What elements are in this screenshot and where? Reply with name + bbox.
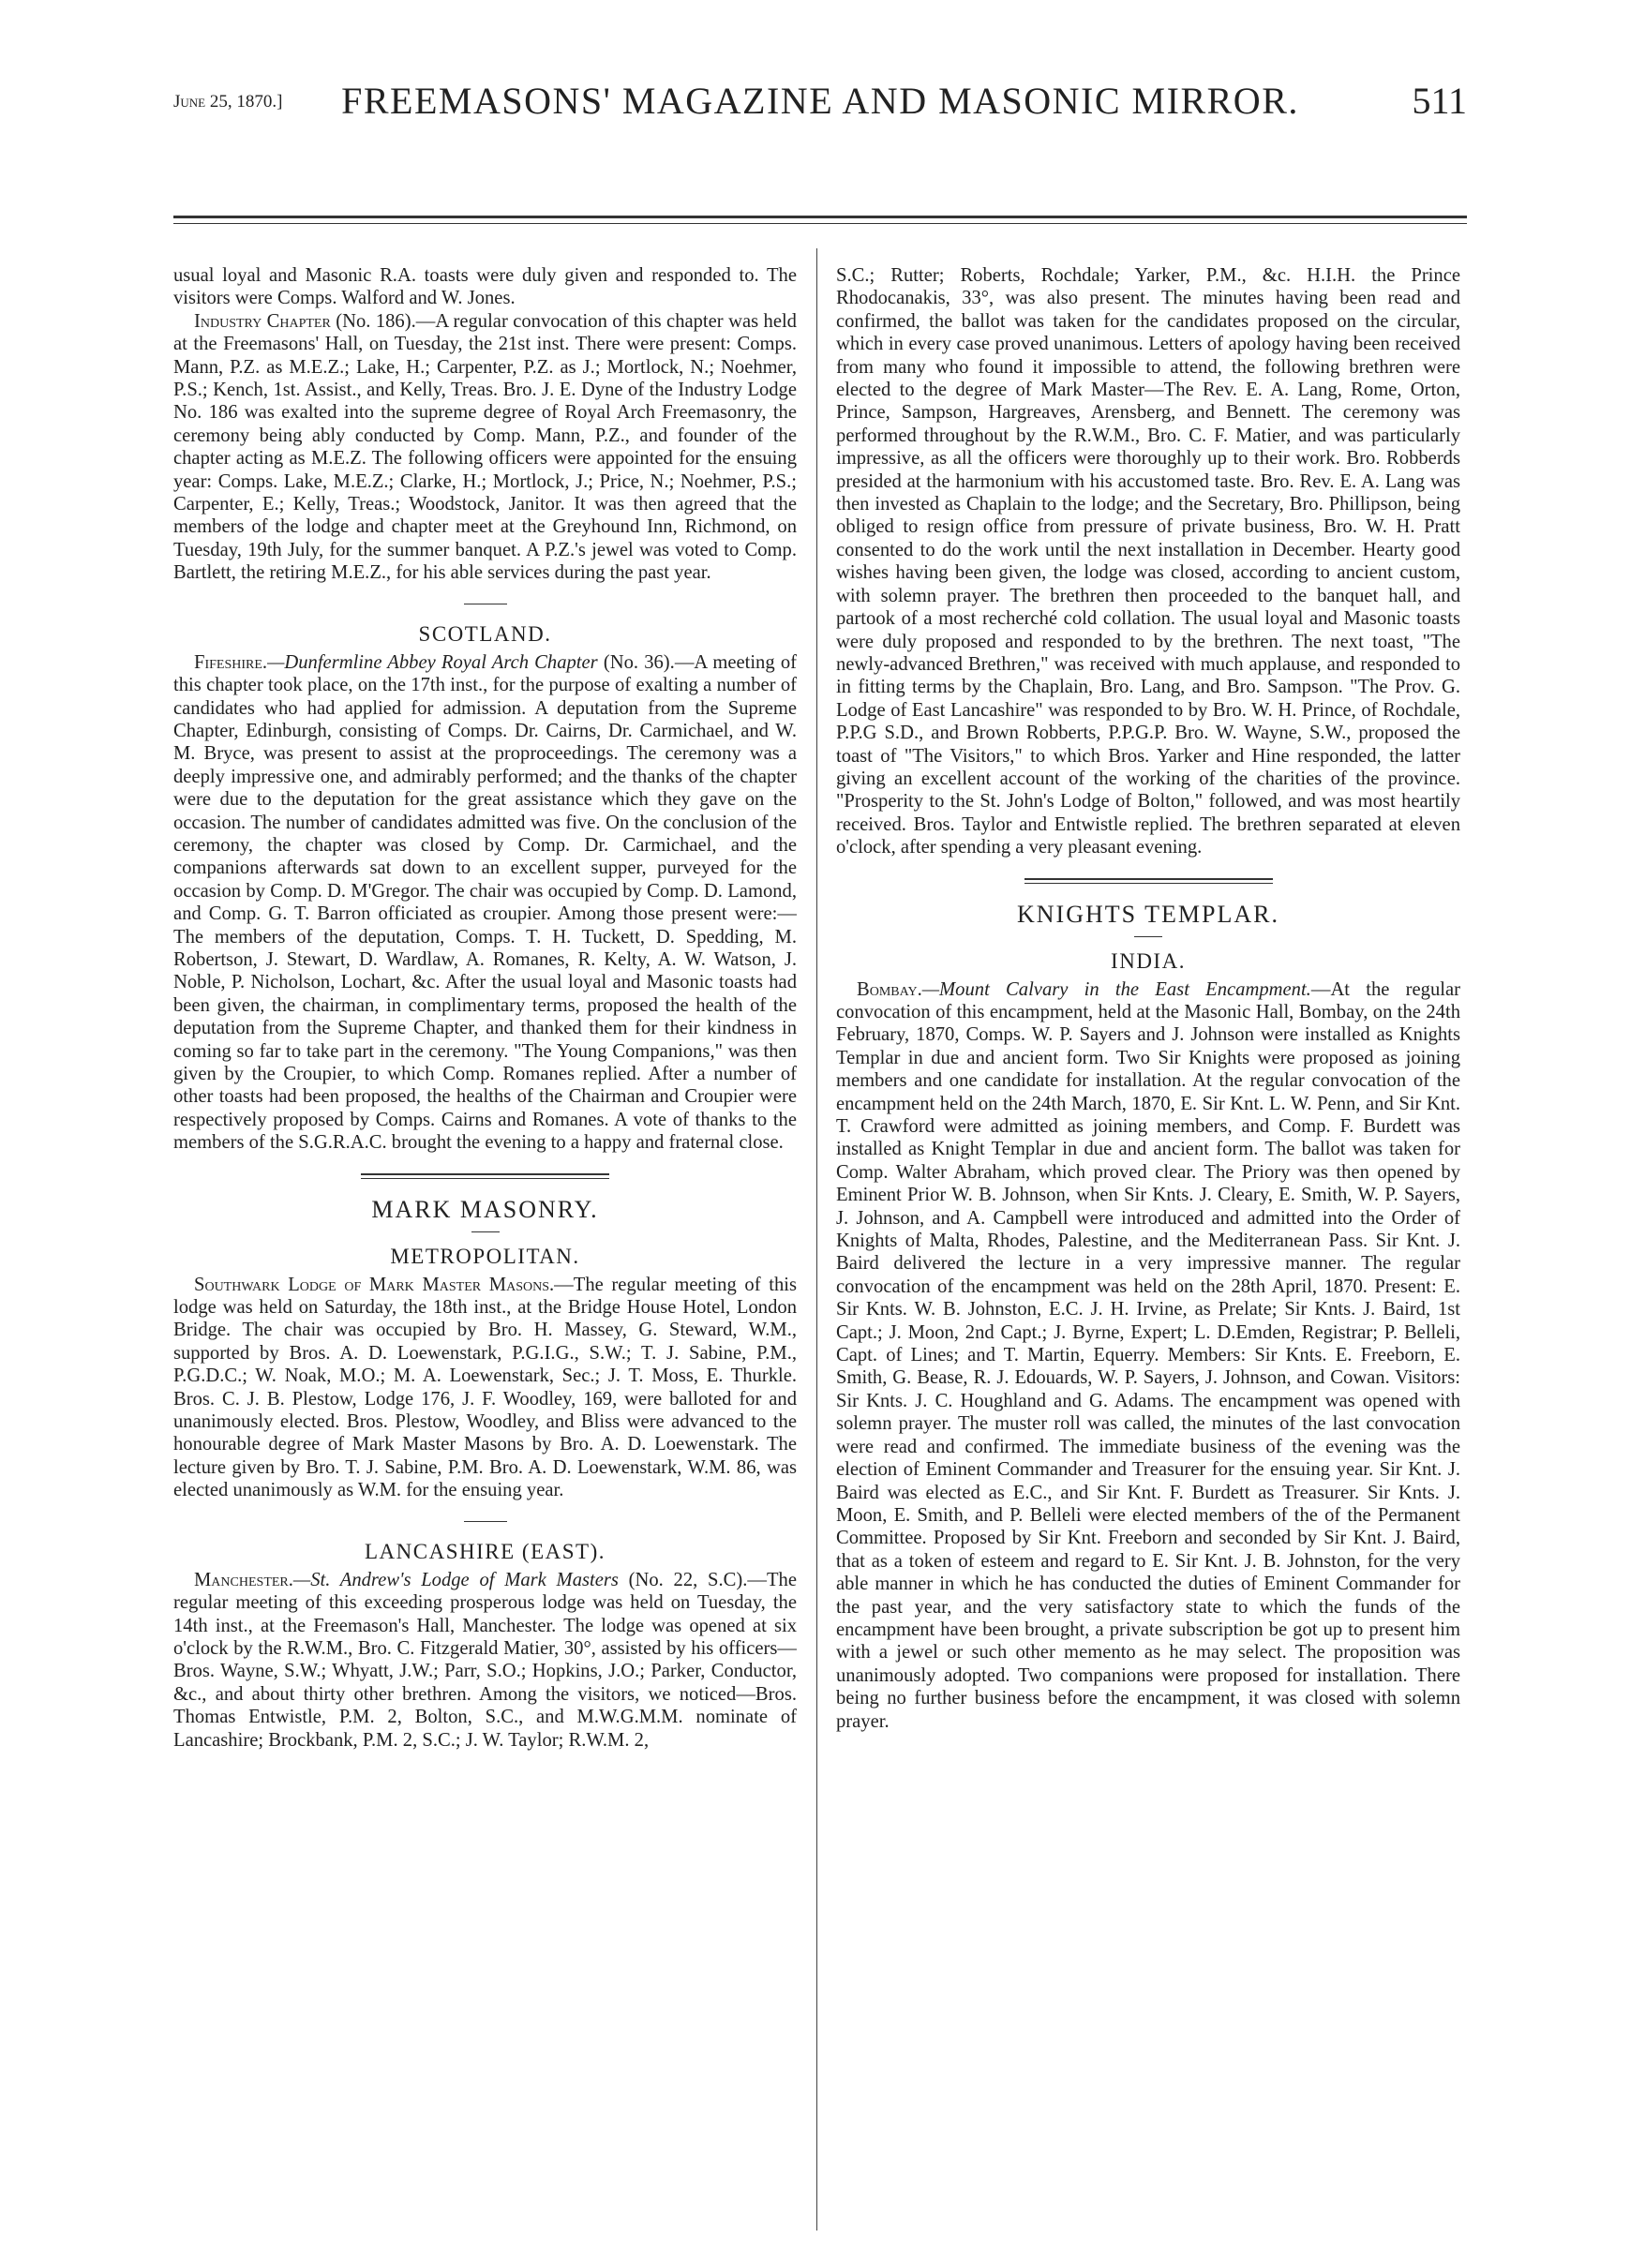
fifeshire-chapter-name: —Dunfermline Abbey Royal Arch Chapter — [267, 651, 598, 673]
manchester-body: (No. 22, S.C).—The regular meeting of this exceeding prosperous lodge was held on Tuesday, the 14th inst., at the Freemason's Hall, Manchester. The lodge was opened at six o'clock by the R.W.M., Bro. C. Fitzgerald Matier, 30°, assisted by his officers—Bros. Wayne, S.W.; Whyatt, J.W.; Parr, S.O.; Hopkins, J.O.; Parker, Conductor, &c., and about thirty other brethren. Among the visitors, we noticed—Bros. Thomas Entwistle, P.M. 2, Bolton, S.C., and M.W.G.M.M. nominate of Lancashire; Brockbank, P.M. 2, S.C.; J. W. Taylor; R.W.M. 2, — [173, 1569, 797, 1751]
page-number: 511 — [1412, 80, 1467, 122]
heading-underrule — [471, 1231, 500, 1232]
india-heading: INDIA. — [1111, 948, 1186, 973]
southwark-report — [173, 1274, 797, 1502]
magazine-title: FREEMASONS' MAGAZINE AND MASONIC MIRROR. — [341, 80, 1299, 122]
left-column — [173, 264, 797, 2242]
bombay-body: —At the regular convocation of this encampment, held at the Masonic Hall, Bombay, on the 24th February, 1870, Comps. W. P. Sayers and J. Johnson were installed as Knights Templar in due and ancient form. Two Sir Knights were proposed as joining members and one candidate for installation. At the regular convocation of the encampment held on the 24th March, 1870, E. Sir Knt. L. W. Penn, and Sir Knt. T. Crawford were admitted as joining members, and Comp. F. Burdett was installed as Knight Templar in due and ancient form. The ballot was taken for Comp. Walter Abraham, which proved clear. The Priory was then opened by Eminent Prior W. B. Johnson, when Sir Knts. J. Cleary, E. Smith, W. P. Sayers, J. Johnson, and A. Campbell were introduced and admitted into the Order of Knights of Malta, Rhodes, Palestine, and the Mediterranean Pass. Sir Knt. J. Baird delivered the lecture in a very impressive manner. The regular convocation of the encampment was held on the 28th April, 1870. Present: E. Sir Knts. W. B. Johnston, E.C. J. H. Irvine, as Prelate; Sir Knts. J. Baird, 1st Capt.; J. Moon, 2nd Capt.; J. Byrne, Expert; L. D.Emden, Registrar; P. Belleli, Capt. of Lines; and T. Martin, Equerry. Members: Sir Knts. E. Freeborn, E. Smith, G. Bease, R. J. Edouards, W. P. Sayers, J. Johnson, and Cowan. Visitors: Sir Knts. J. C. Houghland and G. Adams. The encampment was opened with solemn prayer. The muster roll was called, the minutes of the last convocation were read and confirmed. The immediate business of the evening was the election of Eminent Commander and Treasurer for the ensuing year. Sir Knt. J. Baird was elected as E.C., and Sir Knt. F. Burdett as Treasurer. Sir Knts. J. Moon, E. Smith, and P. Belleli were elected members of the of the Permanent Committee. Proposed by Sir Knt. Freeborn and seconded by Sir Knt. J. Baird, that as a token of esteem and regard to E. Sir Knt. J. B. Johnston, for the very able manner in which he has conducted the duties of Eminent Commander for the past year, and the very satisfactory state to which the funds of the encampment have been brought, a private subscription be got up to present him with a jewel or such other memento as he may select. The proposition was unanimously adopted. Two companions were proposed for installation. There being no further business before the encampment, it was closed with solemn prayer. — [836, 978, 1460, 1732]
scotland-heading: SCOTLAND. — [418, 621, 552, 646]
heading-underrule — [1134, 936, 1162, 937]
bombay-encampment-name: —Mount Calvary in the East Encampment. — [921, 978, 1311, 1000]
section-divider — [464, 1521, 507, 1522]
right-column — [836, 264, 1460, 2242]
double-rule — [1024, 878, 1273, 884]
fifeshire-lead: Fifeshire. — [194, 651, 268, 673]
industry-lead: Industry Chapter — [194, 310, 331, 332]
lancashire-heading: LANCASHIRE (EAST). — [365, 1539, 606, 1563]
industry-body: (No. 186).—A regular convocation of this chapter was held at the Freemasons' Hall, on Tuesday, the 21st inst. There were present: Comps. Mann, P.Z. as M.E.Z.; Lake, H.; Carpenter, P.Z. as J.; Mortlock, N.; Noehmer, P.S.; Kench, 1st. Assist., and Kelly, Treas. Bro. J. E. Dyne of the Industry Lodge No. 186 was exalted into the supreme degree of Royal Arch Freemasonry, the ceremony being ably conducted by Comp. Mann, P.Z., and founder of the chapter acting as M.E.Z. The following officers were appointed for the ensuing year: Comps. Lake, M.E.Z.; Clarke, H.; Mortlock, J.; Price, N.; Noehmer, P.S.; Carpenter, E.; Kelly, Treas.; Woodstock, Janitor. It was then agreed that the members of the lodge and chapter meet at the Greyhound Inn, Richmond, on Tuesday, 19th July, for the summer banquet. A P.Z.'s jewel was voted to Comp. Bartlett, the retiring M.E.Z., for his able services during the past year. — [173, 310, 797, 584]
column-divider — [816, 248, 817, 2231]
issue-date: June 25, 1870.] — [173, 92, 283, 112]
manchester-report — [173, 1569, 797, 1752]
continued-paragraph: S.C.; Rutter; Roberts, Rochdale; Yarker, P.M., &c. H.I.H. the Prince Rhodocanakis, 33°, was also present. The minutes having been read and confirmed, the ballot was taken for the candidates proposed on the circular, which in every case proved unanimous. Letters of apology having been received from many who found it impossible to attend, the following brethren were elected to the degree of Mark Master—The Rev. E. A. Lang, Rome, Orton, Prince, Sampson, Hargreaves, Arensberg, and Bennett. The ceremony was performed throughout by the R.W.M., Bro. C. F. Matier, and was particularly impressive, as all the officers were thoroughly up to their work. Bro. Robberds presided at the harmonium with his accustomed taste. Bro. Rev. E. A. Lang was then invested as Chaplain to the lodge; and the Secretary, Bro. Phillipson, being obliged to resign office from pressure of private business, Bro. W. H. Pratt consented to do the work until the next installation in December. Hearty good wishes having been given, the lodge was closed, according to ancient custom, with solemn prayer. The brethren then proceeded to the banquet hall, and partook of a most recherché cold collation. The usual loyal and Masonic toasts were duly proposed and responded to by the brethren. The next toast, "The newly-advanced Brethren," was received with much applause, and responded to in fitting terms by the Chaplain, Bro. Lang, and Bro. Sampson. "The Prov. G. Lodge of East Lancashire" was responded to by Bro. W. H. Prince, of Rochdale, P.P.G S.D., and Brown Robberts, P.P.G.P. Bro. W. Wayne, S.W., proposed the toast of "The Visitors," to which Bros. Yarker and Hine responded, the latter giving an excellent account of the working of the charities of the province. "Prosperity to the St. John's Lodge of Bolton," followed, and was most heartily received. Bros. Taylor and Entwistle replied. The brethren separated at eleven o'clock, after spending a very pleasant evening. — [836, 265, 1460, 858]
header-rule-thin — [173, 223, 1467, 224]
bombay-report — [836, 978, 1460, 1733]
southwark-body: —The regular meeting of this lodge was held on Saturday, the 18th inst., at the Bridge House Hotel, London Bridge. The chair was occupied by Bro. H. Massey, G. Steward, W.M., supported by Bros. A. D. Loewenstark, P.G.I.G., S.W.; T. J. Sabine, P.M., P.G.D.C.; W. Noak, M.O.; M. A. Loewenstark, Sec.; J. T. Moss, E. Thurkle. Bros. C. J. B. Plestow, Lodge 176, J. F. Woodley, 169, were balloted for and unanimously elected. Bros. Plestow, Woodley, and Bliss were advanced to the honourable degree of Mark Master Masons by Bro. A. D. Loewenstark. The lecture given by Bro. T. J. Sabine, P.M. Bro. A. D. Loewenstark, W.M. 86, was elected unanimously as W.M. for the ensuing year. — [173, 1274, 797, 1501]
fifeshire-report — [173, 651, 797, 1155]
header-rule-thick — [173, 216, 1467, 218]
continued-paragraph: usual loyal and Masonic R.A. toasts were duly given and responded to. The visitors were Comps. Walford and W. Jones. — [173, 265, 797, 309]
manchester-lodge-name: —St. Andrew's Lodge of Mark Masters — [292, 1569, 619, 1590]
southwark-lead: Southwark Lodge of Mark Master Masons. — [194, 1274, 555, 1295]
page-header — [173, 66, 1467, 141]
manchester-lead: Manchester. — [194, 1569, 293, 1590]
industry-chapter-report — [173, 310, 797, 585]
metropolitan-heading: METROPOLITAN. — [390, 1244, 580, 1268]
mark-masonry-heading: MARK MASONRY. — [371, 1195, 599, 1223]
knights-templar-heading: KNIGHTS TEMPLAR. — [1017, 900, 1279, 928]
bombay-lead: Bombay. — [857, 978, 922, 1000]
double-rule — [361, 1173, 609, 1179]
fifeshire-body: (No. 36).—A meeting of this chapter took place, on the 17th inst., for the purpose of exalting a number of candidates who had applied for admission. A deputation from the Supreme Chapter, Edinburgh, consisting of Comps. Dr. Cairns, Dr. Carmichael, and W. M. Bryce, was present to assist at the proproceedings. The ceremony was a deeply impressive one, and admirably performed; and the thanks of the chapter were due to the deputation for the great assistance which they gave on the occasion. The number of candidates admitted was five. On the conclusion of the ceremony, the chapter was closed by Comp. Dr. Carmichael, and the companions afterwards sat down to an excellent supper, purveyed for the occasion by Comp. D. M'Gregor. The chair was occupied by Comp. D. Lamond, and Comp. G. T. Barron officiated as croupier. Among those present were:—The members of the deputation, Comps. T. H. Tuckett, D. Spedding, M. Robertson, J. Stewart, D. Wardlaw, A. Romanes, R. Kelty, A. W. Watson, J. Noble, P. Nicholson, Lochart, &c. After the usual loyal and Masonic toasts had been given, the chairman, in complimentary terms, proposed the health of the deputation from the Supreme Chapter, and thanked them for their kindness in coming so far to take part in the ceremony. "The Young Companions," was then given by the Croupier, to which Comp. Romanes replied. After a number of other toasts had been proposed, the healths of the Chairman and Croupier were respectively proposed by Comps. Cairns and Romanes. A vote of thanks to the members of the S.G.R.A.C. brought the evening to a happy and fraternal close. — [173, 651, 797, 1154]
